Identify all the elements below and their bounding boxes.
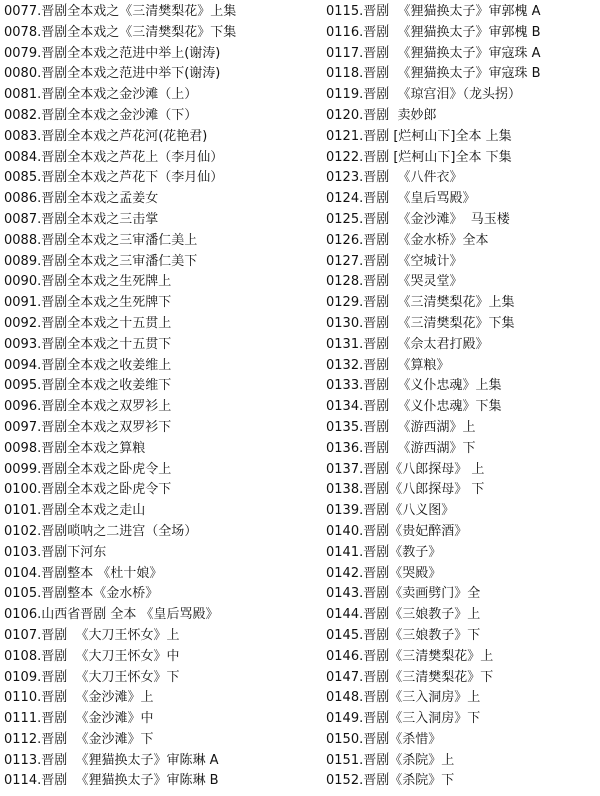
list-item: 0126.晋剧 《金水桥》全本	[326, 232, 489, 248]
list-item: 0110.晋剧 《金沙滩》上	[4, 690, 154, 706]
list-item: 0106.山西省晋剧 全本 《皇后骂殿》	[4, 607, 219, 623]
list-item: 0090.晋剧全本戏之生死牌上	[4, 274, 172, 290]
list-item: 0107.晋剧 《大刀王怀女》上	[4, 627, 180, 643]
list-item: 0122.晋剧 [烂柯山下]全本 下集	[326, 149, 512, 165]
list-item: 0136.晋剧 《游西湖》下	[326, 440, 476, 456]
list-item: 0083.晋剧全本戏之芦花河(花艳君)	[4, 128, 208, 144]
list-item: 0121.晋剧 [烂柯山下]全本 上集	[326, 128, 512, 144]
list-item: 0113.晋剧 《狸猫换太子》审陈琳 A	[4, 752, 219, 768]
list-item: 0094.晋剧全本戏之收姜维上	[4, 357, 172, 373]
list-item: 0142.晋剧《哭殿》	[326, 565, 442, 581]
list-item: 0119.晋剧 《琼宫泪》（龙头拐）	[326, 87, 521, 103]
list-item: 0138.晋剧《八郎探母》 下	[326, 482, 485, 498]
list-item: 0143.晋剧《卖画劈门》全	[326, 586, 481, 602]
list-item: 0120.晋剧 卖妙郎	[326, 107, 437, 123]
list-item: 0125.晋剧 《金沙滩》 马玉楼	[326, 211, 510, 227]
list-item: 0079.晋剧全本戏之范进中举上(谢涛)	[4, 45, 221, 61]
list-item: 0077.晋剧全本戏之《三清樊梨花》上集	[4, 4, 237, 19]
list-item: 0082.晋剧全本戏之金沙滩（下）	[4, 107, 198, 123]
list-item: 0098.晋剧全本戏之算粮	[4, 440, 146, 456]
list-item: 0111.晋剧 《金沙滩》中	[4, 711, 154, 727]
list-item: 0141.晋剧《教子》	[326, 544, 442, 560]
list-item: 0150.晋剧《杀惜》	[326, 731, 442, 747]
list-item: 0101.晋剧全本戏之走山	[4, 503, 146, 519]
left-column-list	[4, 2, 322, 792]
list-item: 0088.晋剧全本戏之三审潘仁美上	[4, 232, 198, 248]
list-item: 0105.晋剧整本《金水桥》	[4, 586, 159, 602]
list-item: 0102.晋剧唢呐之二进宫（全场）	[4, 523, 198, 539]
list-item: 0109.晋剧 《大刀王怀女》下	[4, 669, 180, 685]
list-item: 0127.晋剧 《空城计》	[326, 253, 463, 269]
list-item: 0099.晋剧全本戏之卧虎令上	[4, 461, 172, 477]
list-item: 0146.晋剧《三清樊梨花》上	[326, 648, 494, 664]
list-item: 0108.晋剧 《大刀王怀女》中	[4, 648, 180, 664]
list-item: 0085.晋剧全本戏之芦花下（李月仙）	[4, 170, 224, 186]
list-item: 0140.晋剧《贵妃醉酒》	[326, 523, 468, 539]
list-item: 0086.晋剧全本戏之孟姜女	[4, 191, 159, 207]
list-item: 0135.晋剧 《游西湖》上	[326, 419, 476, 435]
list-item: 0151.晋剧《杀院》上	[326, 752, 455, 768]
list-item: 0081.晋剧全本戏之金沙滩（上）	[4, 87, 198, 103]
list-item: 0091.晋剧全本戏之生死牌下	[4, 295, 172, 311]
list-item: 0084.晋剧全本戏之芦花上（李月仙）	[4, 149, 224, 165]
list-item: 0114.晋剧 《狸猫换太子》审陈琳 B	[4, 773, 219, 789]
list-item: 0139.晋剧《八义图》	[326, 503, 455, 519]
list-item: 0137.晋剧《八郎探母》 上	[326, 461, 485, 477]
list-item: 0123.晋剧 《八件衣》	[326, 170, 463, 186]
list-item: 0097.晋剧全本戏之双罗衫下	[4, 419, 172, 435]
list-item: 0148.晋剧《三入洞房》上	[326, 690, 481, 706]
list-item: 0129.晋剧 《三清樊梨花》上集	[326, 295, 515, 311]
list-item: 0104.晋剧整本 《杜十娘》	[4, 565, 163, 581]
list-item: 0130.晋剧 《三清樊梨花》下集	[326, 315, 515, 331]
list-item: 0133.晋剧 《义仆忠魂》上集	[326, 378, 502, 394]
list-item: 0116.晋剧 《狸猫换太子》审郭槐 B	[326, 24, 541, 40]
list-item: 0134.晋剧 《义仆忠魂》下集	[326, 399, 502, 415]
list-item: 0118.晋剧 《狸猫换太子》审寇珠 B	[326, 66, 541, 82]
list-item: 0112.晋剧 《金沙滩》下	[4, 731, 154, 747]
list-item: 0132.晋剧 《算粮》	[326, 357, 450, 373]
list-item: 0087.晋剧全本戏之三击掌	[4, 211, 159, 227]
list-item: 0096.晋剧全本戏之双罗衫上	[4, 399, 172, 415]
list-item: 0144.晋剧《三娘教子》上	[326, 607, 481, 623]
list-item: 0115.晋剧 《狸猫换太子》审郭槐 A	[326, 4, 541, 19]
list-item: 0100.晋剧全本戏之卧虎令下	[4, 482, 172, 498]
list-item: 0131.晋剧 《佘太君打殿》	[326, 336, 489, 352]
list-item: 0078.晋剧全本戏之《三清樊梨花》下集	[4, 24, 237, 40]
list-item: 0128.晋剧 《哭灵堂》	[326, 274, 463, 290]
list-item: 0145.晋剧《三娘教子》下	[326, 627, 481, 643]
list-item: 0149.晋剧《三入洞房》下	[326, 711, 481, 727]
list-item: 0089.晋剧全本戏之三审潘仁美下	[4, 253, 198, 269]
list-item: 0103.晋剧下河东	[4, 544, 107, 560]
list-item: 0117.晋剧 《狸猫换太子》审寇珠 A	[326, 45, 541, 61]
list-item: 0124.晋剧 《皇后骂殿》	[326, 191, 476, 207]
list-item: 0152.晋剧《杀院》下	[326, 773, 455, 789]
list-item: 0095.晋剧全本戏之收姜维下	[4, 378, 172, 394]
list-item: 0093.晋剧全本戏之十五贯下	[4, 336, 172, 352]
list-item: 0080.晋剧全本戏之范进中举下(谢涛)	[4, 66, 221, 82]
right-column-list	[326, 2, 598, 792]
list-item: 0092.晋剧全本戏之十五贯上	[4, 315, 172, 331]
list-item: 0147.晋剧《三清樊梨花》下	[326, 669, 494, 685]
